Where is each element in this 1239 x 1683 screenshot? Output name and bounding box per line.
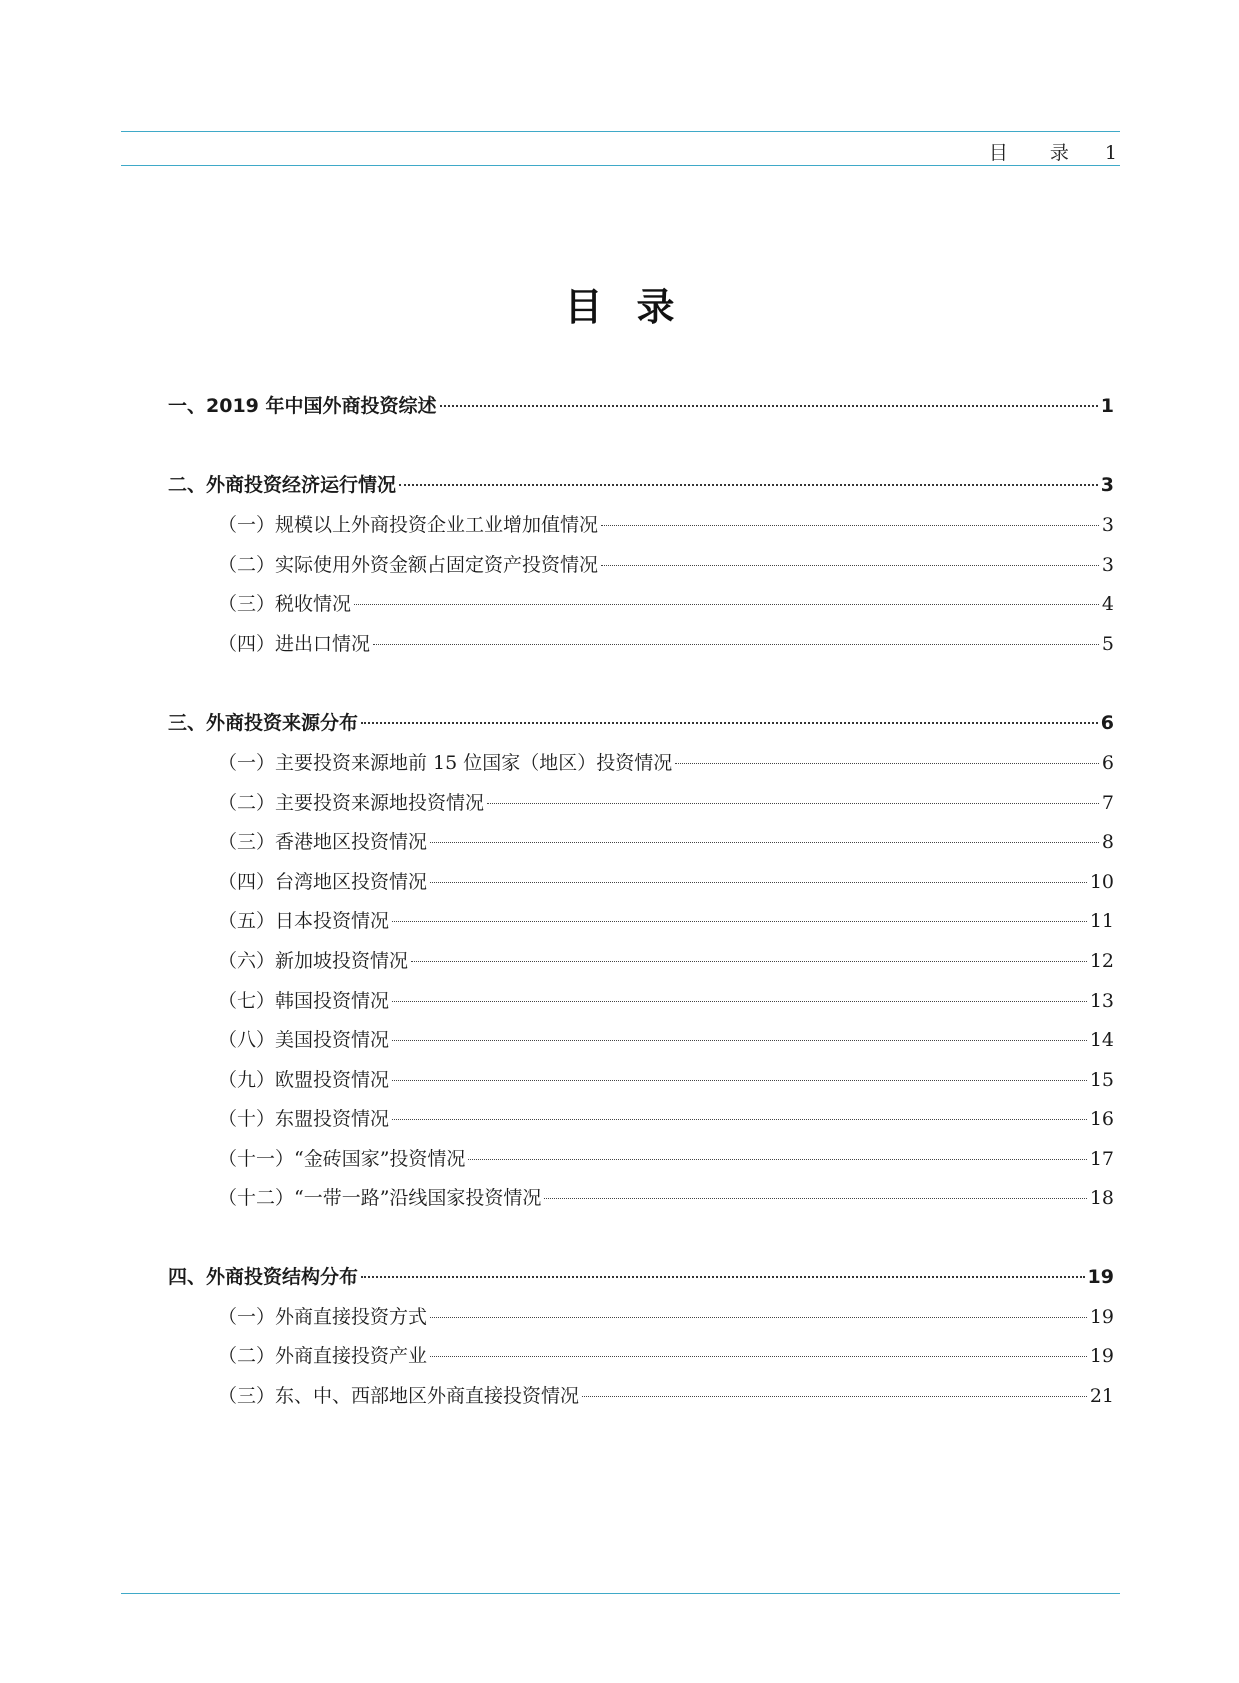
toc-entry-label: （一）外商直接投资方式 <box>218 1306 428 1328</box>
toc-entry-page: 17 <box>1089 1148 1114 1170</box>
toc-entry-label: （二）主要投资来源地投资情况 <box>218 792 485 814</box>
toc-entry-page: 7 <box>1101 792 1114 814</box>
toc-entry-label: （四）台湾地区投资情况 <box>218 871 428 893</box>
toc-entry-label: （五）日本投资情况 <box>218 910 390 932</box>
toc-entry-page: 6 <box>1100 712 1114 734</box>
toc-entry-page: 4 <box>1101 593 1114 615</box>
toc-entry-label: （八）美国投资情况 <box>218 1029 390 1051</box>
toc-dot-leader <box>399 484 1098 486</box>
toc-entry-page: 18 <box>1089 1187 1114 1209</box>
toc-entry-page: 19 <box>1089 1306 1114 1328</box>
toc-entry[interactable] <box>168 391 1114 421</box>
toc-entry-label: 一、2019 年中国外商投资综述 <box>168 395 437 417</box>
toc-dot-leader <box>601 525 1099 526</box>
toc-entry-page: 3 <box>1101 514 1114 536</box>
toc-entry[interactable] <box>218 827 1114 857</box>
toc-entry[interactable] <box>218 906 1114 936</box>
toc-entry-label: （三）税收情况 <box>218 593 352 615</box>
toc-entry[interactable] <box>218 1065 1114 1095</box>
toc-entry-label: （九）欧盟投资情况 <box>218 1069 390 1091</box>
toc-dot-leader <box>430 1317 1087 1318</box>
toc-dot-leader <box>487 803 1099 804</box>
toc-entry-page: 6 <box>1101 752 1114 774</box>
toc-entry-page: 8 <box>1101 831 1114 853</box>
toc-dot-leader <box>430 842 1099 843</box>
toc-dot-leader <box>430 882 1087 883</box>
toc-entry-page: 1 <box>1100 395 1114 417</box>
toc-dot-leader <box>373 644 1099 645</box>
running-header-label: 目 录 <box>988 142 1087 164</box>
toc-dot-leader <box>392 921 1087 922</box>
toc-entry-page: 13 <box>1089 990 1114 1012</box>
toc-dot-leader <box>582 1396 1087 1397</box>
toc-entry-label: （七）韩国投资情况 <box>218 990 390 1012</box>
toc-entry[interactable] <box>218 589 1114 619</box>
toc-entry[interactable] <box>218 946 1114 976</box>
toc-entry[interactable] <box>218 1025 1114 1055</box>
toc-entry[interactable] <box>168 708 1114 738</box>
toc-entry[interactable] <box>218 867 1114 897</box>
toc-entry-page: 12 <box>1089 950 1114 972</box>
footer-rule <box>121 1593 1120 1594</box>
page-title: 目录 <box>564 284 709 329</box>
toc-entry-label: 三、外商投资来源分布 <box>168 712 359 734</box>
toc-entry[interactable] <box>218 1341 1114 1371</box>
toc-entry-label: （十一）“金砖国家”投资情况 <box>218 1148 466 1170</box>
toc-entry-label: （二）外商直接投资产业 <box>218 1345 428 1367</box>
toc-dot-leader <box>392 1080 1087 1081</box>
toc-dot-leader <box>392 1119 1087 1120</box>
toc-dot-leader <box>354 604 1099 605</box>
toc-entry-label: （一）规模以上外商投资企业工业增加值情况 <box>218 514 599 536</box>
toc-entry-page: 10 <box>1089 871 1114 893</box>
toc-entry-label: 二、外商投资经济运行情况 <box>168 474 397 496</box>
running-header-page-number: 1 <box>1104 142 1117 164</box>
toc-dot-leader <box>361 722 1098 724</box>
toc-entry-page: 15 <box>1089 1069 1114 1091</box>
toc-dot-leader <box>601 565 1099 566</box>
toc-entry[interactable] <box>168 470 1114 500</box>
toc-entry-label: （一）主要投资来源地前 15 位国家（地区）投资情况 <box>218 752 673 774</box>
toc-entry[interactable] <box>168 1262 1114 1292</box>
toc-entry[interactable] <box>218 1302 1114 1332</box>
toc-dot-leader <box>468 1159 1086 1160</box>
toc-entry-label: （三）香港地区投资情况 <box>218 831 428 853</box>
toc-entry-label: （十二）“一带一路”沿线国家投资情况 <box>218 1187 542 1209</box>
toc-entry[interactable] <box>218 986 1114 1016</box>
toc-entry-page: 19 <box>1089 1345 1114 1367</box>
toc-entry-page: 3 <box>1101 554 1114 576</box>
toc-entry[interactable] <box>218 748 1114 778</box>
toc-dot-leader <box>430 1356 1087 1357</box>
toc-entry-page: 3 <box>1100 474 1114 496</box>
toc-entry-label: （二）实际使用外资金额占固定资产投资情况 <box>218 554 599 576</box>
toc-entry[interactable] <box>218 1381 1114 1411</box>
toc-entry-label: （十）东盟投资情况 <box>218 1108 390 1130</box>
toc-dot-leader <box>675 763 1099 764</box>
toc-entry-page: 5 <box>1101 633 1114 655</box>
toc-dot-leader <box>392 1001 1087 1002</box>
toc-entry-page: 16 <box>1089 1108 1114 1130</box>
toc-entry-page: 14 <box>1089 1029 1114 1051</box>
toc-entry[interactable] <box>218 550 1114 580</box>
toc-entry-page: 21 <box>1089 1385 1114 1407</box>
toc-entry[interactable] <box>218 510 1114 540</box>
toc-entry-label: 四、外商投资结构分布 <box>168 1266 359 1288</box>
toc-entry-page: 19 <box>1087 1266 1114 1288</box>
toc-entry-page: 11 <box>1089 910 1114 932</box>
toc-entry[interactable] <box>218 1183 1114 1213</box>
toc-entry-label: （四）进出口情况 <box>218 633 371 655</box>
toc-dot-leader <box>411 961 1087 962</box>
toc-dot-leader <box>440 405 1098 407</box>
toc-entry[interactable] <box>218 629 1114 659</box>
toc-entry-label: （六）新加坡投资情况 <box>218 950 409 972</box>
toc-dot-leader <box>392 1040 1087 1041</box>
toc-entry-label: （三）东、中、西部地区外商直接投资情况 <box>218 1385 580 1407</box>
toc-entry[interactable] <box>218 1144 1114 1174</box>
toc-entry[interactable] <box>218 788 1114 818</box>
toc-dot-leader <box>544 1198 1086 1199</box>
toc-entry[interactable] <box>218 1104 1114 1134</box>
toc-dot-leader <box>361 1276 1085 1278</box>
